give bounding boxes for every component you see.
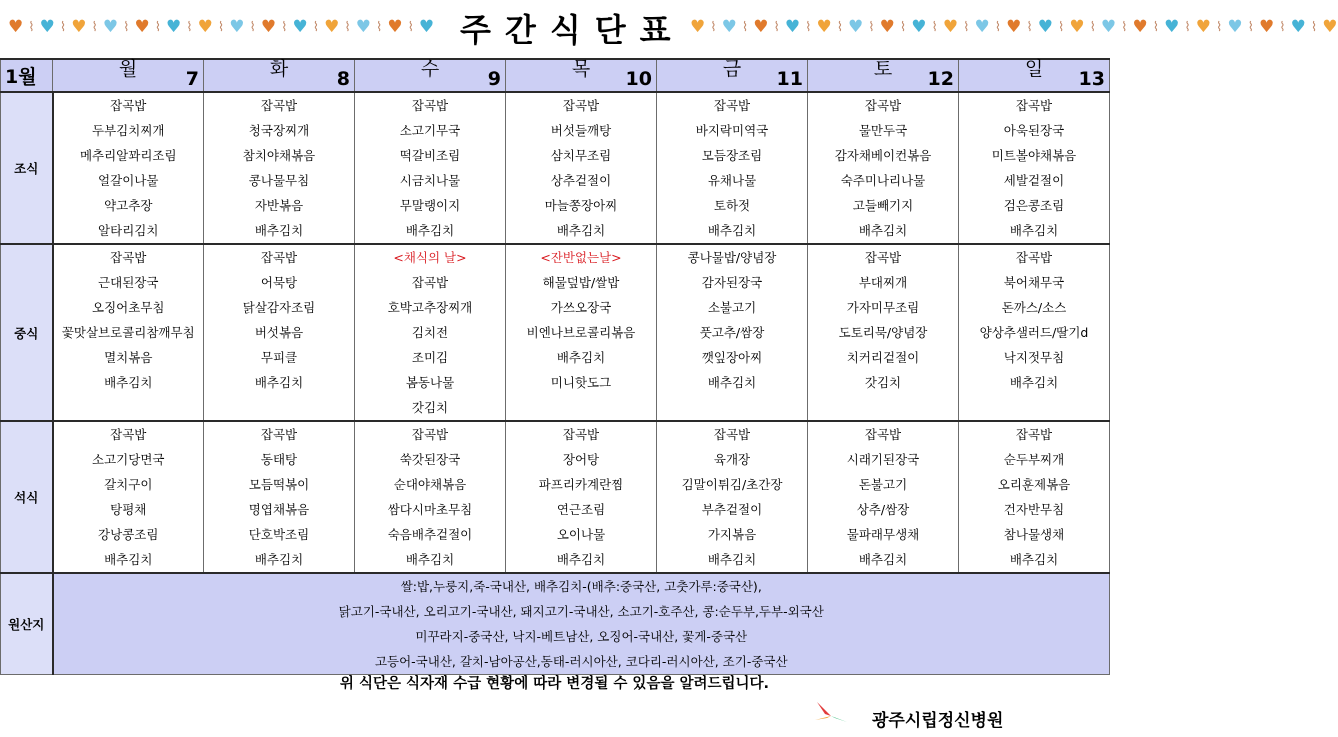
menu-item: 시래기된장국 [846,452,920,467]
menu-item: 잡곡밥 [713,98,751,113]
menu-item: 두부김치찌개 [92,123,165,138]
menu-item: 상추겉절이 [550,173,612,188]
day-date: 13 [1078,68,1105,90]
menu-item: 약고추장 [104,198,153,213]
menu-item: 잡곡밥 [110,98,147,113]
day-date: 11 [776,68,803,90]
menu-cell-sat [808,421,959,573]
menu-item: 배추김치 [104,375,153,390]
menu-item: 콩나물밥/양념장 [687,250,777,265]
menu-item: 배추김치 [1009,552,1059,567]
menu-cell-mon [53,92,204,244]
menu-item: 참나물생채 [1003,527,1065,542]
menu-item: 메추리알꽈리조림 [79,148,177,163]
menu-item: 잡곡밥 [411,98,449,113]
menu-item: <채식의 날> [393,250,467,265]
menu-item: 오이나물 [556,527,606,542]
menu-item: 잡곡밥 [260,250,298,265]
menu-item: 연근조림 [556,502,606,517]
menu-item: 알타리김치 [98,223,159,238]
menu-item: 탕평채 [110,502,147,517]
menu-cell-fri [657,92,808,244]
menu-item: 상추/쌈장 [856,502,910,517]
menu-item: 잡곡밥 [260,427,298,442]
menu-item: 갈치구이 [104,477,153,492]
menu-item: 갓김치 [864,375,902,390]
menu-item: 콩나물무침 [248,173,310,188]
meal-label: 석식 [1,421,53,573]
menu-item: 토하젓 [713,198,751,213]
menu-item: 풋고추/쌈장 [699,325,765,340]
day-header-row [1,59,1110,92]
menu-cell-fri [657,421,808,573]
menu-item: 버섯들깨탕 [550,123,612,138]
menu-item: 잡곡밥 [411,427,449,442]
menu-item: 돈까스/소스 [1001,300,1067,315]
menu-item: <잔반없는날> [540,250,622,265]
day-name: 월 [118,58,138,80]
menu-item: 순대야채볶음 [393,477,467,492]
menu-item: 잡곡밥 [864,427,902,442]
menu-item: 무피클 [260,350,298,365]
weekly-menu-table [0,58,1110,675]
menu-item: 동태탕 [260,452,298,467]
day-name: 금 [722,58,742,80]
menu-item: 강낭콩조림 [98,527,159,542]
menu-item: 배추김치 [254,223,304,238]
menu-cell-wed [355,244,506,421]
menu-item: 미트볼야채볶음 [991,148,1077,163]
menu-item: 배추김치 [104,552,153,567]
menu-cell-wed [355,421,506,573]
menu-item: 시금치나물 [399,173,461,188]
menu-cell-thu [506,244,657,421]
day-name: 일 [1024,58,1044,80]
menu-item: 물파래무생채 [846,527,920,542]
menu-item: 단호박조림 [248,527,310,542]
menu-item: 아욱된장국 [1003,123,1065,138]
meal-row-1 [1,244,1110,421]
menu-item: 부대찌개 [858,275,908,290]
menu-item: 소고기무국 [399,123,461,138]
menu-item: 부추겉절이 [701,502,763,517]
menu-item: 배추김치 [1009,223,1059,238]
day-header-wed [355,59,506,92]
menu-item: 멸치볶음 [104,350,153,365]
menu-item: 오징어초무침 [92,300,165,315]
menu-item: 건자반무침 [1003,502,1065,517]
menu-item: 가지볶음 [707,527,757,542]
day-date: 12 [927,68,954,90]
menu-cell-sun [959,244,1110,421]
menu-item: 파프리카계란찜 [538,477,624,492]
menu-item: 물만두국 [858,123,908,138]
menu-item: 감자채베이컨볶음 [834,148,932,163]
menu-item: 순두부찌개 [1003,452,1065,467]
menu-item: 북어채무국 [1003,275,1065,290]
menu-item: 장어탕 [562,452,600,467]
meal-sections [1,92,1110,573]
menu-item: 배추김치 [254,552,304,567]
menu-item: 치커리겉절이 [846,350,920,365]
menu-item: 배추김치 [254,375,304,390]
page-title: 주간식단표 [460,11,685,49]
day-header-thu [506,59,657,92]
day-header-mon [53,59,204,92]
menu-item: 양상추샐러드/딸기d [979,325,1089,340]
menu-cell-mon [53,244,204,421]
origin-line: 미꾸라지-중국산, 낙지-베트남산, 오징어-국내산, 꽃게-중국산 [415,629,748,644]
menu-item: 삼치무조림 [550,148,612,163]
menu-item: 검은콩조림 [1003,198,1065,213]
menu-item: 잡곡밥 [110,427,147,442]
menu-item: 배추김치 [707,223,757,238]
menu-item: 잡곡밥 [562,98,600,113]
menu-item: 명엽채볶음 [248,502,310,517]
menu-item: 소고기당면국 [92,452,165,467]
menu-item: 숙주미나리나물 [840,173,926,188]
menu-item: 호박고추장찌개 [387,300,473,315]
menu-item: 참치야채볶음 [242,148,316,163]
menu-item: 배추김치 [556,552,606,567]
menu-item: 닭살감자조림 [242,300,316,315]
origin-line: 쌀:밥,누룽지,죽-국내산, 배추김치-(배추:중국산, 고춧가루:중국산), [400,579,762,594]
day-header-sun [959,59,1110,92]
origin-line: 닭고기-국내산, 오리고기-국내산, 돼지고기-국내산, 소고기-호주산, 콩:순두부,두부-외국산 [338,604,824,619]
day-header-sat [808,59,959,92]
day-header-tue [204,59,355,92]
menu-item: 배추김치 [707,552,757,567]
menu-item: 청국장찌개 [248,123,310,138]
menu-item: 갓김치 [411,400,449,415]
menu-item: 배추김치 [707,375,757,390]
month-label: 1월 [1,59,53,92]
menu-item: 잡곡밥 [1015,427,1053,442]
menu-item: 돈불고기 [858,477,908,492]
menu-cell-thu [506,421,657,573]
menu-item: 봄동나물 [405,375,455,390]
notice-text: 위 식단은 식자재 수급 현황에 따라 변경될 수 있음을 알려드립니다. [339,676,770,692]
menu-item: 잡곡밥 [713,427,751,442]
origin-label: 원산지 [1,573,53,675]
menu-item: 배추김치 [556,223,606,238]
menu-item: 소불고기 [707,300,757,315]
menu-item: 쌈다시마초무침 [387,502,473,517]
organization-name: 광주시립정신병원 [872,711,1004,731]
menu-item: 배추김치 [1009,375,1059,390]
menu-item: 떡갈비조림 [399,148,461,163]
menu-item: 잡곡밥 [1015,98,1053,113]
menu-item: 무말랭이지 [399,198,461,213]
meal-label: 조식 [1,92,53,244]
menu-item: 버섯볶음 [254,325,304,340]
menu-item: 모듬장조림 [701,148,763,163]
menu-cell-sat [808,244,959,421]
heart-garland-icon: ♥ ⌇ ♥ ⌇ ♥ ⌇ ♥ ⌇ ♥ ⌇ ♥ ⌇ ♥ ⌇ ♥ ⌇ ♥ ⌇ ♥ ⌇ ♥ ⌇ ♥ ⌇ ♥ ⌇ ♥ ⌇ ♥ ⌇ ♥ ⌇ ♥ ⌇ ♥ ⌇ ♥ ⌇ ♥ ⌇ ♥ [690,17,1338,37]
menu-item: 잡곡밥 [110,250,147,265]
origin-row [1,573,1110,675]
day-date: 8 [336,68,350,90]
day-date: 10 [625,68,652,90]
day-header-fri [657,59,808,92]
menu-item: 바지락미역국 [695,123,769,138]
menu-cell-fri [657,244,808,421]
origin-line: 고등어-국내산, 갈치-남아공산,동태-러시아산, 코다리-러시아산, 조기-중국산 [374,654,788,669]
menu-item: 배추김치 [858,552,908,567]
heart-garland-icon: ♥ ⌇ ♥ ⌇ ♥ ⌇ ♥ ⌇ ♥ ⌇ ♥ ⌇ ♥ ⌇ ♥ ⌇ ♥ ⌇ ♥ ⌇ ♥ ⌇ ♥ ⌇ ♥ ⌇ ♥ [8,17,436,37]
menu-item: 감자된장국 [701,275,763,290]
menu-item: 미니핫도그 [550,375,612,390]
day-name: 화 [269,58,289,80]
day-name: 토 [873,58,893,80]
menu-item: 잡곡밥 [864,250,902,265]
menu-item: 유채나물 [707,173,757,188]
menu-item: 꽃맛살브로콜리참깨무침 [61,325,195,340]
menu-cell-sun [959,92,1110,244]
menu-item: 자반볶음 [254,198,304,213]
day-date: 9 [487,68,501,90]
menu-item: 잡곡밥 [864,98,902,113]
menu-item: 배추김치 [405,552,455,567]
origin-info [53,573,1110,675]
menu-item: 쑥갓된장국 [399,452,461,467]
menu-item: 마늘쫑장아찌 [544,198,618,213]
day-name: 목 [571,58,591,80]
menu-cell-sat [808,92,959,244]
menu-item: 비엔나브로콜리볶음 [526,325,636,340]
menu-item: 잡곡밥 [562,427,600,442]
menu-item: 숙음배추겉절이 [387,527,473,542]
menu-item: 낙지젓무침 [1003,350,1065,365]
menu-item: 조미김 [411,350,449,365]
menu-item: 고들빼기지 [852,198,914,213]
hospital-logo-icon [813,698,849,734]
menu-item: 배추김치 [405,223,455,238]
menu-item: 오리훈제볶음 [997,477,1071,492]
menu-cell-tue [204,244,355,421]
menu-cell-tue [204,92,355,244]
menu-item: 근대된장국 [98,275,159,290]
menu-item: 김치전 [411,325,449,340]
menu-item: 잡곡밥 [260,98,298,113]
menu-item: 가자미무조림 [846,300,920,315]
meal-row-2 [1,421,1110,573]
day-date: 7 [185,68,199,90]
day-name: 수 [420,58,440,80]
menu-cell-tue [204,421,355,573]
menu-item: 잡곡밥 [1015,250,1053,265]
menu-item: 깻잎장아찌 [701,350,763,365]
menu-item: 가쓰오장국 [550,300,612,315]
menu-item: 해물덮밥/쌀밥 [542,275,620,290]
menu-cell-wed [355,92,506,244]
meal-row-0 [1,92,1110,244]
menu-item: 배추김치 [556,350,606,365]
menu-item: 육개장 [713,452,751,467]
menu-item: 얼갈이나물 [98,173,159,188]
menu-item: 모듬떡볶이 [248,477,310,492]
menu-item: 도토리묵/양념장 [838,325,928,340]
menu-cell-mon [53,421,204,573]
menu-item: 배추김치 [858,223,908,238]
menu-cell-sun [959,421,1110,573]
title-bar [0,0,1338,58]
menu-item: 잡곡밥 [411,275,449,290]
menu-item: 김말이튀김/초간장 [681,477,783,492]
meal-label: 중식 [1,244,53,421]
menu-item: 어묵탕 [260,275,298,290]
menu-cell-thu [506,92,657,244]
menu-item: 세발겉절이 [1003,173,1065,188]
